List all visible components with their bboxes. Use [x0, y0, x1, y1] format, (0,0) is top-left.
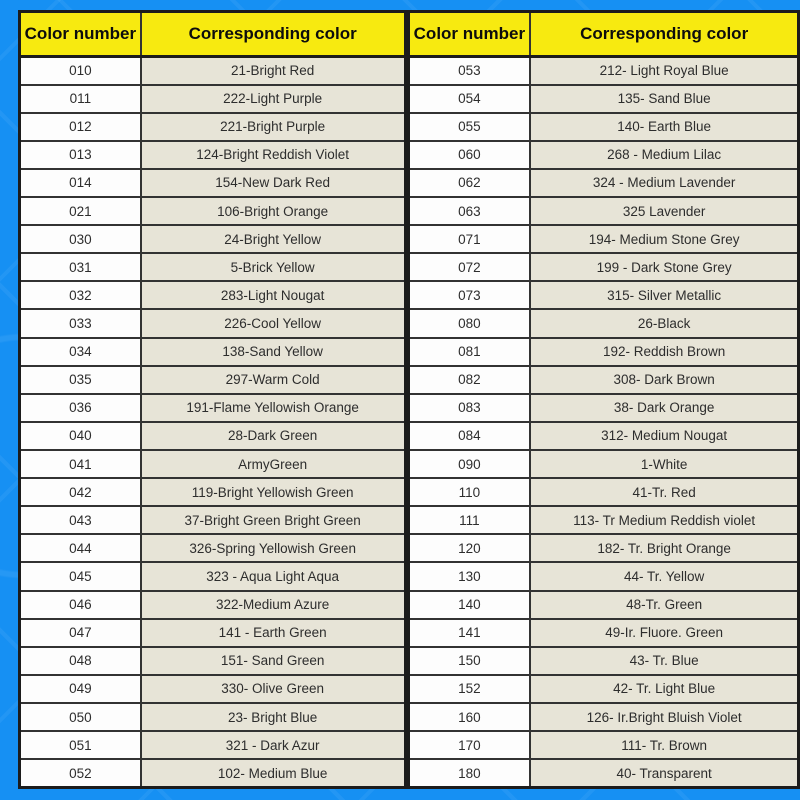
color-number-cell: 060	[408, 141, 530, 169]
table-row	[20, 197, 406, 225]
color-name-cell: 312- Medium Nougat	[530, 422, 798, 450]
color-number-cell: 141	[408, 619, 530, 647]
color-number-cell: 049	[20, 675, 141, 703]
color-number-cell: 033	[20, 309, 141, 337]
table-row	[408, 141, 798, 169]
color-number-cell: 048	[20, 647, 141, 675]
color-number-cell: 035	[20, 366, 141, 394]
header-row	[20, 12, 406, 57]
color-name-cell: 24-Bright Yellow	[141, 225, 405, 253]
color-number-cell: 062	[408, 169, 530, 197]
color-name-cell: 326-Spring Yellowish Green	[141, 534, 405, 562]
table-row	[20, 562, 406, 590]
table-body-right	[408, 57, 798, 788]
table-row	[20, 619, 406, 647]
table-row	[20, 141, 406, 169]
color-number-cell: 036	[20, 394, 141, 422]
color-name-cell: 26-Black	[530, 309, 798, 337]
color-name-cell: 268 - Medium Lilac	[530, 141, 798, 169]
table-row	[408, 478, 798, 506]
table-row	[20, 703, 406, 731]
color-number-cell: 053	[408, 57, 530, 85]
color-number-cell: 045	[20, 562, 141, 590]
color-name-cell: 43- Tr. Blue	[530, 647, 798, 675]
color-name-cell: 297-Warm Cold	[141, 366, 405, 394]
color-name-cell: 41-Tr. Red	[530, 478, 798, 506]
color-name-cell: 119-Bright Yellowish Green	[141, 478, 405, 506]
color-name-cell: 140- Earth Blue	[530, 113, 798, 141]
color-number-cell: 055	[408, 113, 530, 141]
color-number-cell: 044	[20, 534, 141, 562]
color-name-cell: 49-Ir. Fluore. Green	[530, 619, 798, 647]
color-number-cell: 160	[408, 703, 530, 731]
color-name-cell: 151- Sand Green	[141, 647, 405, 675]
table-row	[20, 731, 406, 759]
table-row	[20, 450, 406, 478]
color-number-cell: 082	[408, 366, 530, 394]
color-number-cell: 090	[408, 450, 530, 478]
color-number-cell: 071	[408, 225, 530, 253]
color-name-cell: 322-Medium Azure	[141, 591, 405, 619]
header-color-number: Color number	[20, 12, 141, 57]
color-number-cell: 021	[20, 197, 141, 225]
color-name-cell: 126- Ir.Bright Bluish Violet	[530, 703, 798, 731]
table-row	[20, 113, 406, 141]
color-table-left	[18, 10, 407, 789]
color-name-cell: 194- Medium Stone Grey	[530, 225, 798, 253]
color-number-cell: 031	[20, 253, 141, 281]
table-body-left	[20, 57, 406, 788]
color-number-cell: 152	[408, 675, 530, 703]
color-name-cell: 182- Tr. Bright Orange	[530, 534, 798, 562]
table-row	[408, 85, 798, 113]
color-name-cell: 1-White	[530, 450, 798, 478]
color-name-cell: 138-Sand Yellow	[141, 338, 405, 366]
color-name-cell: 42- Tr. Light Blue	[530, 675, 798, 703]
color-name-cell: 28-Dark Green	[141, 422, 405, 450]
color-number-cell: 034	[20, 338, 141, 366]
color-name-cell: ArmyGreen	[141, 450, 405, 478]
header-corresponding-color: Corresponding color	[141, 12, 405, 57]
table-row	[408, 169, 798, 197]
color-name-cell: 113- Tr Medium Reddish violet	[530, 506, 798, 534]
color-name-cell: 141 - Earth Green	[141, 619, 405, 647]
table-row	[20, 422, 406, 450]
color-number-cell: 073	[408, 281, 530, 309]
color-number-cell: 052	[20, 759, 141, 787]
color-number-cell: 072	[408, 253, 530, 281]
color-number-cell: 014	[20, 169, 141, 197]
table-row	[20, 309, 406, 337]
color-name-cell: 44- Tr. Yellow	[530, 562, 798, 590]
color-name-cell: 154-New Dark Red	[141, 169, 405, 197]
table-row	[408, 253, 798, 281]
table-row	[20, 338, 406, 366]
color-number-cell: 010	[20, 57, 141, 85]
color-number-cell: 041	[20, 450, 141, 478]
color-name-cell: 212- Light Royal Blue	[530, 57, 798, 85]
color-name-cell: 330- Olive Green	[141, 675, 405, 703]
table-row	[20, 534, 406, 562]
table-header	[408, 12, 798, 57]
color-name-cell: 226-Cool Yellow	[141, 309, 405, 337]
color-number-cell: 140	[408, 591, 530, 619]
color-name-cell: 21-Bright Red	[141, 57, 405, 85]
color-number-cell: 120	[408, 534, 530, 562]
table-row	[408, 675, 798, 703]
color-name-cell: 40- Transparent	[530, 759, 798, 787]
table-row	[408, 759, 798, 787]
table-row	[20, 647, 406, 675]
color-number-cell: 084	[408, 422, 530, 450]
color-number-cell: 040	[20, 422, 141, 450]
table-row	[408, 591, 798, 619]
color-name-cell: 38- Dark Orange	[530, 394, 798, 422]
header-row	[408, 12, 798, 57]
color-conversion-tables	[18, 10, 800, 789]
color-name-cell: 222-Light Purple	[141, 85, 405, 113]
color-name-cell: 323 - Aqua Light Aqua	[141, 562, 405, 590]
color-number-cell: 170	[408, 731, 530, 759]
color-number-cell: 050	[20, 703, 141, 731]
color-number-cell: 012	[20, 113, 141, 141]
color-number-cell: 032	[20, 281, 141, 309]
table-row	[408, 506, 798, 534]
color-number-cell: 046	[20, 591, 141, 619]
color-number-cell: 081	[408, 338, 530, 366]
table-row	[408, 619, 798, 647]
color-number-cell: 042	[20, 478, 141, 506]
table-row	[408, 394, 798, 422]
color-name-cell: 106-Bright Orange	[141, 197, 405, 225]
color-name-cell: 191-Flame Yellowish Orange	[141, 394, 405, 422]
color-name-cell: 321 - Dark Azur	[141, 731, 405, 759]
color-name-cell: 111- Tr. Brown	[530, 731, 798, 759]
color-name-cell: 135- Sand Blue	[530, 85, 798, 113]
table-row	[20, 394, 406, 422]
color-number-cell: 083	[408, 394, 530, 422]
color-name-cell: 23- Bright Blue	[141, 703, 405, 731]
header-color-number: Color number	[408, 12, 530, 57]
color-number-cell: 047	[20, 619, 141, 647]
color-name-cell: 221-Bright Purple	[141, 113, 405, 141]
color-number-cell: 111	[408, 506, 530, 534]
table-row	[408, 197, 798, 225]
table-row	[408, 731, 798, 759]
table-row	[20, 759, 406, 787]
color-name-cell: 325 Lavender	[530, 197, 798, 225]
color-name-cell: 124-Bright Reddish Violet	[141, 141, 405, 169]
header-corresponding-color: Corresponding color	[530, 12, 798, 57]
table-row	[408, 113, 798, 141]
color-number-cell: 051	[20, 731, 141, 759]
color-name-cell: 308- Dark Brown	[530, 366, 798, 394]
color-number-cell: 130	[408, 562, 530, 590]
color-name-cell: 283-Light Nougat	[141, 281, 405, 309]
table-row	[408, 647, 798, 675]
table-row	[408, 366, 798, 394]
color-name-cell: 315- Silver Metallic	[530, 281, 798, 309]
color-name-cell: 192- Reddish Brown	[530, 338, 798, 366]
table-row	[20, 225, 406, 253]
color-name-cell: 324 - Medium Lavender	[530, 169, 798, 197]
color-number-cell: 043	[20, 506, 141, 534]
color-number-cell: 030	[20, 225, 141, 253]
table-row	[408, 703, 798, 731]
table-row	[20, 506, 406, 534]
table-row	[20, 57, 406, 85]
table-row	[20, 366, 406, 394]
color-number-cell: 011	[20, 85, 141, 113]
color-number-cell: 180	[408, 759, 530, 787]
table-row	[408, 534, 798, 562]
table-row	[20, 85, 406, 113]
table-row	[408, 225, 798, 253]
table-row	[20, 591, 406, 619]
color-name-cell: 102- Medium Blue	[141, 759, 405, 787]
color-table-right	[407, 10, 800, 789]
table-row	[20, 253, 406, 281]
color-name-cell: 37-Bright Green Bright Green	[141, 506, 405, 534]
table-row	[408, 309, 798, 337]
table-row	[408, 450, 798, 478]
table-row	[20, 675, 406, 703]
table-row	[20, 281, 406, 309]
color-number-cell: 150	[408, 647, 530, 675]
table-row	[408, 562, 798, 590]
color-number-cell: 080	[408, 309, 530, 337]
table-row	[20, 169, 406, 197]
table-row	[408, 422, 798, 450]
color-number-cell: 110	[408, 478, 530, 506]
table-row	[408, 57, 798, 85]
color-name-cell: 48-Tr. Green	[530, 591, 798, 619]
color-name-cell: 199 - Dark Stone Grey	[530, 253, 798, 281]
color-number-cell: 063	[408, 197, 530, 225]
table-row	[408, 281, 798, 309]
color-number-cell: 013	[20, 141, 141, 169]
table-header	[20, 12, 406, 57]
color-number-cell: 054	[408, 85, 530, 113]
color-name-cell: 5-Brick Yellow	[141, 253, 405, 281]
table-row	[408, 338, 798, 366]
table-row	[20, 478, 406, 506]
